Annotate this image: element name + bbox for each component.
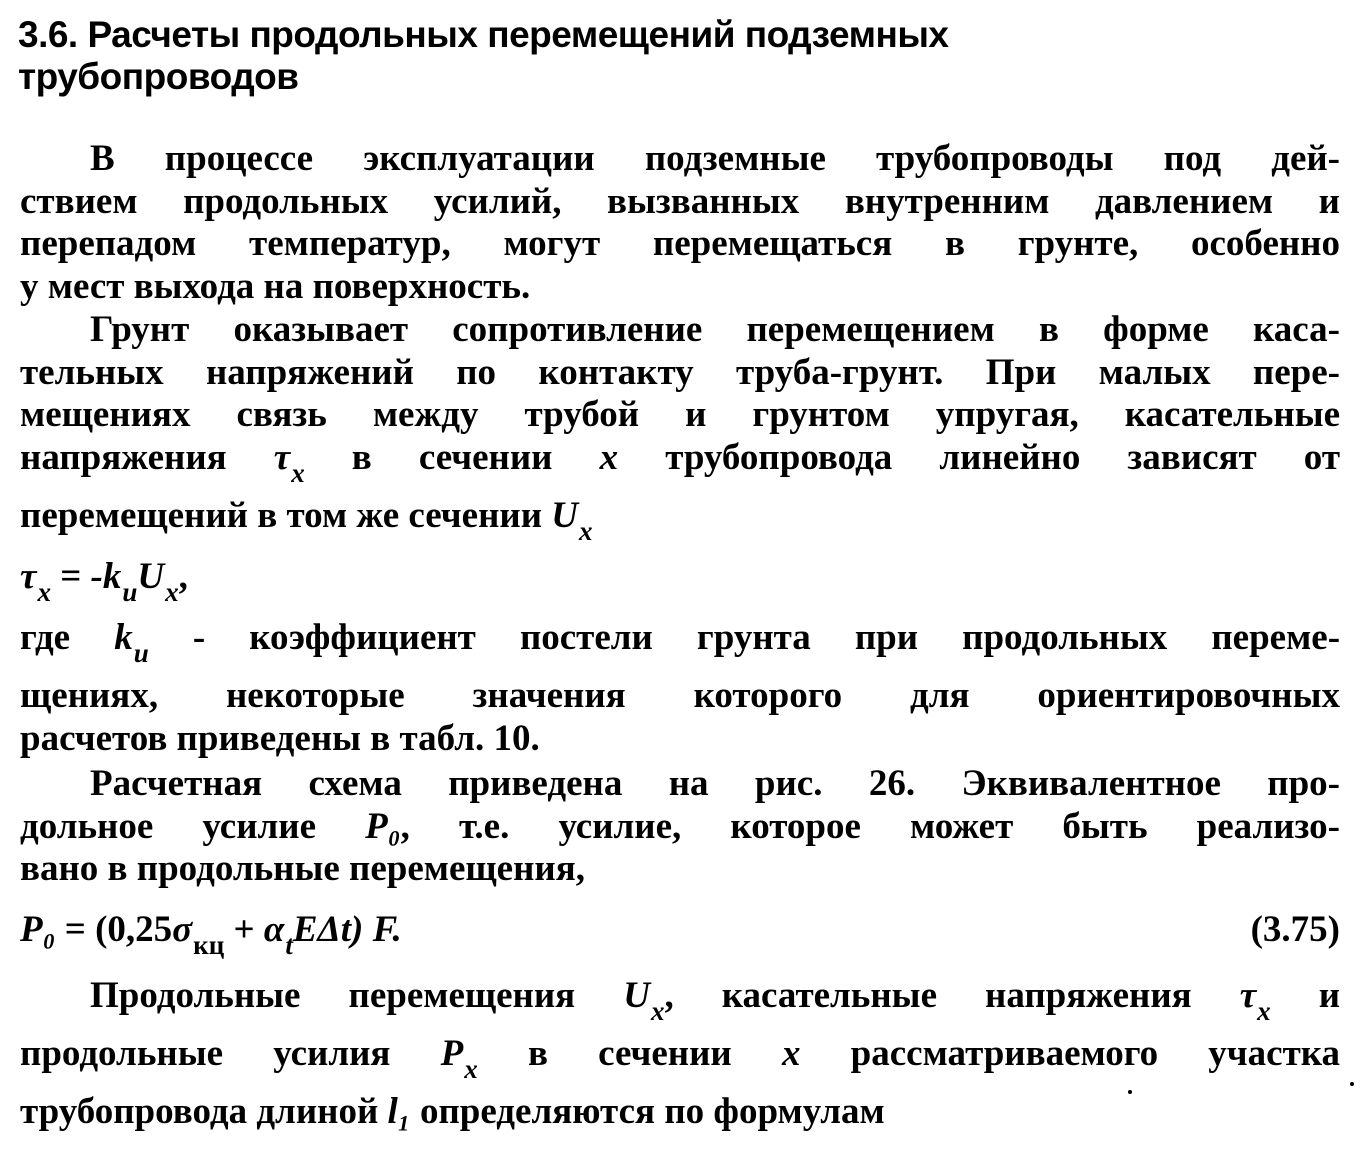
paragraph-2-line-2: тельных напряжений по контакту труба-грунт. При малых пере- xyxy=(20,351,1340,393)
paragraph-2-line-1: Грунт оказывает сопротивление перемещением в форме каса- xyxy=(90,309,1340,350)
paragraph-5-line-3 xyxy=(20,1091,1340,1134)
variable-k: k xyxy=(114,617,133,658)
comma: , xyxy=(664,975,674,1016)
open-paren: (0,25 xyxy=(95,909,173,950)
text-segment: и xyxy=(1318,975,1341,1016)
paragraph-4-line-1: Расчетная схема приведена на рис. 26. Эквивалентное про- xyxy=(90,763,1340,804)
text-segment: в сечении xyxy=(351,436,553,478)
subscript-u: u xyxy=(133,638,149,668)
section-title-line-2: трубопроводов xyxy=(18,56,299,97)
paragraph-2-line-5 xyxy=(20,495,1340,553)
equals-sign: = xyxy=(64,909,86,950)
alpha-symbol: α xyxy=(263,909,285,950)
text-segment: определяются по формулам xyxy=(419,1091,885,1132)
paragraph-3-line-3: расчетов приведены в табл. 10. xyxy=(20,717,540,759)
subscript-x: x xyxy=(1257,996,1271,1026)
tau-symbol: τ xyxy=(273,436,291,478)
scan-speck xyxy=(1128,1090,1132,1094)
formula-3-75 xyxy=(20,908,402,960)
variable-U: U xyxy=(623,975,650,1016)
variable-x: x xyxy=(599,436,619,478)
paragraph-3-line-2: щениях, некоторые значения которого для ориентировочных xyxy=(20,675,1340,716)
text-segment: - коэффициент постели грунта при продольных переме- xyxy=(192,617,1341,658)
paragraph-1-line-4: у мест выхода на поверхность. xyxy=(20,265,531,307)
section-title-line-1: 3.6. Расчеты продольных перемещений подземных xyxy=(18,14,949,55)
variable-U: U xyxy=(137,556,165,597)
tau-symbol: τ xyxy=(1239,975,1257,1016)
text-segment: продольные усилия xyxy=(20,1033,391,1074)
text-segment: касательные напряжения xyxy=(721,975,1192,1016)
text-segment: Продольные перемещения xyxy=(90,975,576,1016)
paragraph-5-line-2 xyxy=(20,1033,1340,1091)
text-segment: , т.е. усилие, которое может быть реализо- xyxy=(400,805,1341,847)
text-segment: трубопровода линейно зависят от xyxy=(665,436,1340,478)
paragraph-1 xyxy=(20,138,1340,308)
paragraph-4 xyxy=(20,763,1340,891)
paragraph-2-line-3: мещениях связь между трубой и грунтом упругая, касательные xyxy=(20,394,1340,435)
text-segment: в сечении xyxy=(527,1033,732,1074)
variable-U: U xyxy=(551,494,579,536)
comma: , xyxy=(178,556,188,597)
variable-x: x xyxy=(781,1033,801,1074)
text-segment: трубопровода длиной xyxy=(20,1091,379,1132)
paragraph-4-line-3: вано в продольные перемещения, xyxy=(20,848,585,889)
equation-number: (3.75) xyxy=(1250,909,1340,950)
text-segment: напряжения xyxy=(20,436,227,478)
paragraph-1-line-1: В процессе эксплуатации подземные трубопроводы под дей- xyxy=(90,138,1340,179)
paragraph-2-line-4 xyxy=(20,437,1340,495)
variable-l1: l₁ xyxy=(387,1091,411,1132)
tau-symbol: τ xyxy=(20,556,37,597)
sigma-symbol: σ xyxy=(172,909,193,950)
equals-sign: = xyxy=(60,556,82,597)
paragraph-1-line-3: перепадом температур, могут перемещаться в грунте, особенно xyxy=(20,223,1340,264)
formula-rest: EΔt) F. xyxy=(292,909,402,950)
subscript-x: x xyxy=(165,577,179,607)
section-title xyxy=(18,14,1338,98)
subscript-x: x xyxy=(650,996,665,1026)
paragraph-3 xyxy=(20,617,1340,760)
subscript-kc: кц xyxy=(193,930,225,960)
paragraph-3-line-1 xyxy=(20,617,1340,675)
plus-sign: + xyxy=(233,909,255,950)
paragraph-5-line-1 xyxy=(20,975,1340,1033)
paragraph-2 xyxy=(20,309,1340,553)
subscript-x: x xyxy=(291,457,305,488)
subscript-x: x xyxy=(37,577,51,607)
variable-P0: P₀ xyxy=(20,909,56,950)
subscript-u: u xyxy=(122,577,138,607)
scan-speck xyxy=(1350,1082,1354,1086)
text-segment: перемещений в том же сечении xyxy=(20,494,543,536)
minus-k: -k xyxy=(90,556,122,597)
paragraph-5 xyxy=(20,975,1340,1134)
formula-shear-stress xyxy=(20,555,188,607)
text-segment: рассматриваемого участка xyxy=(850,1033,1341,1074)
subscript-x: x xyxy=(579,515,593,546)
variable-P0: P₀ xyxy=(365,805,401,847)
paragraph-1-line-2: ствием продольных усилий, вызванных внутренним давлением и xyxy=(20,180,1340,222)
variable-P: P xyxy=(440,1033,464,1074)
paragraph-4-line-2 xyxy=(20,806,1340,849)
subscript-x: x xyxy=(464,1054,478,1084)
text-segment: где xyxy=(20,617,71,658)
text-segment: дольное усилие xyxy=(20,805,317,847)
subscript-t: t xyxy=(285,930,293,960)
